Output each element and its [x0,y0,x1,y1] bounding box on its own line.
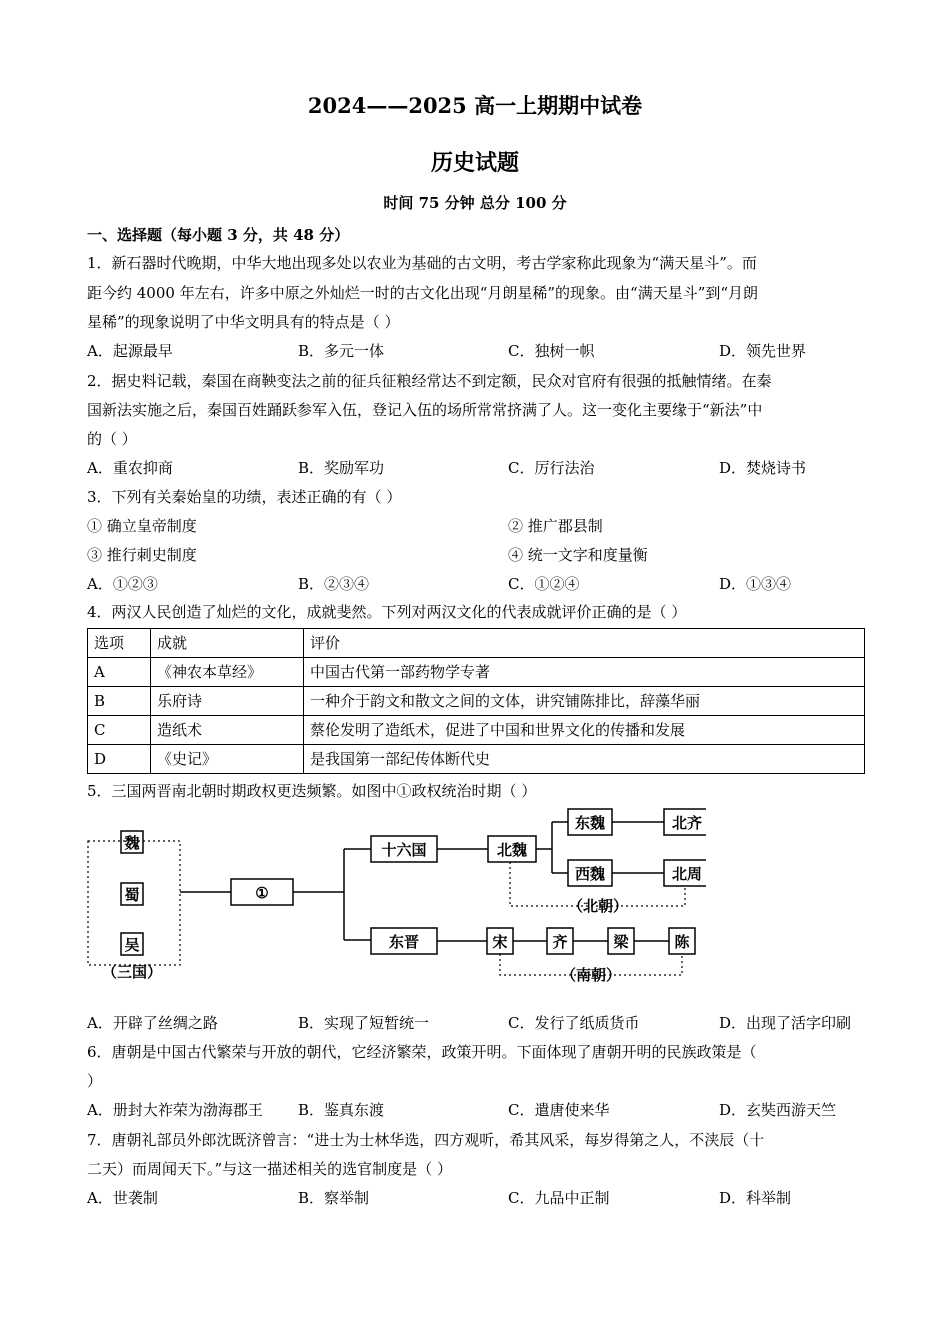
question-3-statements-row-2 [87,545,877,565]
kingdom-shu: 蜀 [124,886,140,904]
table-row [88,687,865,716]
q2-option-b[interactable]: B．奖励军功 [298,459,385,477]
q5-option-b[interactable]: B．实现了短暂统一 [298,1014,430,1032]
question-5-line-1: 5．三国两晋南北朝时期政权更迭频繁。如图中①政权统治时期（ ） [87,782,537,800]
table-header-cell: 成就 [151,629,304,658]
q6-option-d[interactable]: D．玄奘西游天竺 [719,1101,837,1119]
table-cell: 是我国第一部纪传体断代史 [304,745,865,774]
table-header-row [88,629,865,658]
regime-northern-zhou: 北周 [671,865,703,883]
q3-option-d[interactable]: D．①③④ [719,575,792,593]
question-2-line-1: 2．据史料记载，秦国在商鞅变法之前的征兵征粮经常达不到定额，民众对官府有很强的抵触情绪。在秦 [87,372,772,390]
table-row [88,658,865,687]
q7-option-d[interactable]: D．科举制 [719,1189,792,1207]
q6-option-c[interactable]: C．遣唐使来华 [508,1101,610,1119]
table-header-cell: 评价 [304,629,865,658]
section-heading: 一、选择题（每小题 3 分，共 48 分） [87,226,350,244]
northern-dynasties-label: （北朝） [567,897,629,915]
question-2-options [87,458,877,478]
regime-song: 宋 [492,933,508,951]
table-header-cell: 选项 [88,629,151,658]
q6-option-a[interactable]: A．册封大祚荣为渤海郡王 [87,1101,263,1119]
question-6-line-2: ） [87,1072,103,1090]
dynasty-diagram [86,805,706,985]
table-cell: 《史记》 [151,745,304,774]
q6-option-b[interactable]: B．鉴真东渡 [298,1101,385,1119]
q3-statement-3: ③ 推行刺史制度 [87,546,197,564]
table-cell: 《神农本草经》 [151,658,304,687]
q3-statement-2: ② 推广郡县制 [508,517,603,535]
question-1-line-1: 1．新石器时代晚期，中华大地出现多处以农业为基础的古文明，考古学家称此现象为“满天星斗”。而 [87,254,757,272]
table-cell: C [88,716,151,745]
table-cell: 乐府诗 [151,687,304,716]
center-regime: ① [255,884,269,902]
regime-eastern-jin: 东晋 [388,933,420,951]
table-cell: A [88,658,151,687]
question-4-line-1: 4．两汉人民创造了灿烂的文化，成就斐然。下列对两汉文化的代表成就评价正确的是（ ） [87,603,687,621]
three-kingdoms-label: （三国） [101,963,163,981]
q1-option-b[interactable]: B．多元一体 [298,342,385,360]
q1-option-d[interactable]: D．领先世界 [719,342,807,360]
table-row [88,745,865,774]
question-6-line-1: 6．唐朝是中国古代繁荣与开放的朝代，它经济繁荣，政策开明。下面体现了唐朝开明的民族政策是（ [87,1043,757,1061]
q3-option-a[interactable]: A．①②③ [87,575,158,593]
table-cell: B [88,687,151,716]
q7-option-c[interactable]: C．九品中正制 [508,1189,610,1207]
question-3-statements-row-1 [87,516,877,536]
q3-option-c[interactable]: C．①②④ [508,575,580,593]
table-row [88,716,865,745]
exam-title: 2024——2025 高一上期期中试卷 [307,93,643,118]
subject-title: 历史试题 [430,150,519,176]
question-1-line-2: 距今约 4000 年左右，许多中原之外灿烂一时的古文化出现“月朗星稀”的现象。由“满天星斗”到“月朗 [87,284,759,302]
kingdom-wu: 吴 [124,936,140,954]
q5-option-c[interactable]: C．发行了纸质货币 [508,1014,640,1032]
question-1-options [87,341,877,361]
southern-dynasties-label: （南朝） [560,966,622,984]
q1-option-c[interactable]: C．独树一帜 [508,342,595,360]
q7-option-b[interactable]: B．察举制 [298,1189,370,1207]
regime-sixteen-kingdoms: 十六国 [381,841,427,859]
table-cell: D [88,745,151,774]
q7-option-a[interactable]: A．世袭制 [87,1189,158,1207]
question-2-line-2: 国新法实施之后，秦国百姓踊跃参军入伍，登记入伍的场所常常挤满了人。这一变化主要缘于“新法”中 [87,401,763,419]
question-3-options [87,574,877,594]
q3-statement-1: ① 确立皇帝制度 [87,517,197,535]
question-6-options [87,1100,877,1120]
table-cell: 中国古代第一部药物学专著 [304,658,865,687]
regime-eastern-wei: 东魏 [574,814,606,832]
q2-option-c[interactable]: C．厉行法治 [508,459,595,477]
table-cell: 造纸术 [151,716,304,745]
q2-option-d[interactable]: D．焚烧诗书 [719,459,807,477]
table-cell: 蔡伦发明了造纸术，促进了中国和世界文化的传播和发展 [304,716,865,745]
q1-option-a[interactable]: A．起源最早 [87,342,173,360]
table-cell: 一种介于韵文和散文之间的文体，讲究铺陈排比，辞藻华丽 [304,687,865,716]
regime-liang: 梁 [613,933,629,951]
q5-option-d[interactable]: D．出现了活字印刷 [719,1014,852,1032]
question-7-line-1: 7．唐朝礼部员外郎沈既济曾言：“进士为士林华选，四方观听，希其风采，每岁得第之人，不浃辰（十 [87,1131,765,1149]
q2-option-a[interactable]: A．重农抑商 [87,459,173,477]
regime-western-wei: 西魏 [574,865,606,883]
regime-northern-wei: 北魏 [496,841,528,859]
question-5-options [87,1013,877,1033]
regime-qi: 齐 [552,933,568,951]
q3-statement-4: ④ 统一文字和度量衡 [508,546,648,564]
question-2-line-3: 的（ ） [87,430,137,448]
question-3-line-1: 3．下列有关秦始皇的功绩，表述正确的有（ ） [87,488,402,506]
q3-option-b[interactable]: B．②③④ [298,575,370,593]
exam-meta: 时间 75 分钟 总分 100 分 [383,194,567,212]
question-7-line-2: 二天）而周闻天下。”与这一描述相关的选官制度是（ ） [87,1160,452,1178]
regime-northern-qi: 北齐 [671,814,703,832]
q5-option-a[interactable]: A．开辟了丝绸之路 [87,1014,218,1032]
question-7-options [87,1188,877,1208]
regime-chen: 陈 [674,933,690,951]
kingdom-wei: 魏 [124,834,140,852]
question-1-line-3: 星稀”的现象说明了中华文明具有的特点是（ ） [87,313,400,331]
question-4-table [87,628,865,774]
